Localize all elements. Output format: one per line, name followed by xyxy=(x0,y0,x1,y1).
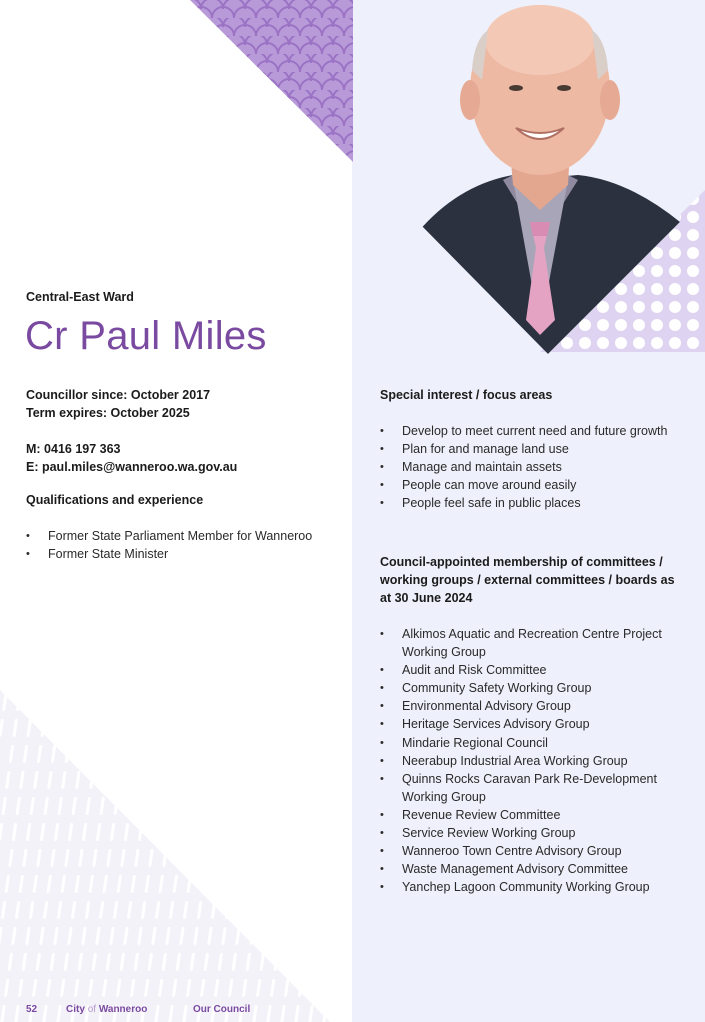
list-item: • Develop to meet current need and future growth xyxy=(380,422,680,440)
page-number: 52 xyxy=(26,1004,38,1015)
ward-label: Central-East Ward xyxy=(26,290,134,304)
list-item: • Former State Minister xyxy=(26,545,346,563)
city-name: Wanneroo xyxy=(98,1004,148,1015)
scale-pattern-decoration xyxy=(190,0,353,162)
list-item: • People feel safe in public places xyxy=(380,494,680,512)
mobile-number: M: 0416 197 363 xyxy=(26,442,121,456)
qualifications-title: Qualifications and experience xyxy=(26,493,204,507)
city-of: of xyxy=(87,1004,97,1015)
list-item: • Heritage Services Advisory Group xyxy=(380,715,680,733)
committees-title: Council-appointed membership of committees / working groups / external committees / boards as at 30 June 2024 xyxy=(380,555,675,605)
list-item: • Plan for and manage land use xyxy=(380,440,680,458)
special-interest-title: Special interest / focus areas xyxy=(380,388,553,402)
list-item: • Yanchep Lagoon Community Working Group xyxy=(380,878,680,896)
footer-section: Our Council xyxy=(193,1004,251,1015)
list-item: • Waste Management Advisory Committee xyxy=(380,860,680,878)
list-item: • Service Review Working Group xyxy=(380,824,680,842)
list-item: • Manage and maintain assets xyxy=(380,458,680,476)
city-logo-text xyxy=(66,1004,193,1015)
page-footer xyxy=(26,1004,250,1015)
list-item: • Revenue Review Committee xyxy=(380,806,680,824)
list-item: • Environmental Advisory Group xyxy=(380,697,680,715)
councillor-since: Councillor since: October 2017 xyxy=(26,388,211,402)
list-item: • People can move around easily xyxy=(380,476,680,494)
list-item: • Neerabup Industrial Area Working Group xyxy=(380,752,680,770)
qualifications-section xyxy=(26,491,346,563)
special-interest-list xyxy=(380,422,680,512)
list-item: • Audit and Risk Committee xyxy=(380,661,680,679)
councillor-portrait-photo xyxy=(418,0,680,354)
email-address: E: paul.miles@wanneroo.wa.gov.au xyxy=(26,460,238,474)
list-item: • Wanneroo Town Centre Advisory Group xyxy=(380,842,680,860)
councillor-name: Cr Paul Miles xyxy=(25,314,267,358)
list-item: • Community Safety Working Group xyxy=(380,679,680,697)
committees-section xyxy=(380,553,680,896)
term-expires: Term expires: October 2025 xyxy=(26,406,190,420)
list-item: • Former State Parliament Member for Wanneroo xyxy=(26,527,346,545)
qualifications-list xyxy=(26,527,346,563)
city-prefix: City xyxy=(66,1004,85,1015)
bottom-pattern-decoration xyxy=(0,690,330,1022)
list-item: • Alkimos Aquatic and Recreation Centre Project Working Group xyxy=(380,625,680,661)
contact-info xyxy=(26,386,237,476)
committees-list xyxy=(380,625,680,896)
list-item: • Mindarie Regional Council xyxy=(380,734,680,752)
special-interest-section xyxy=(380,386,680,512)
list-item: • Quinns Rocks Caravan Park Re-Development Working Group xyxy=(380,770,680,806)
